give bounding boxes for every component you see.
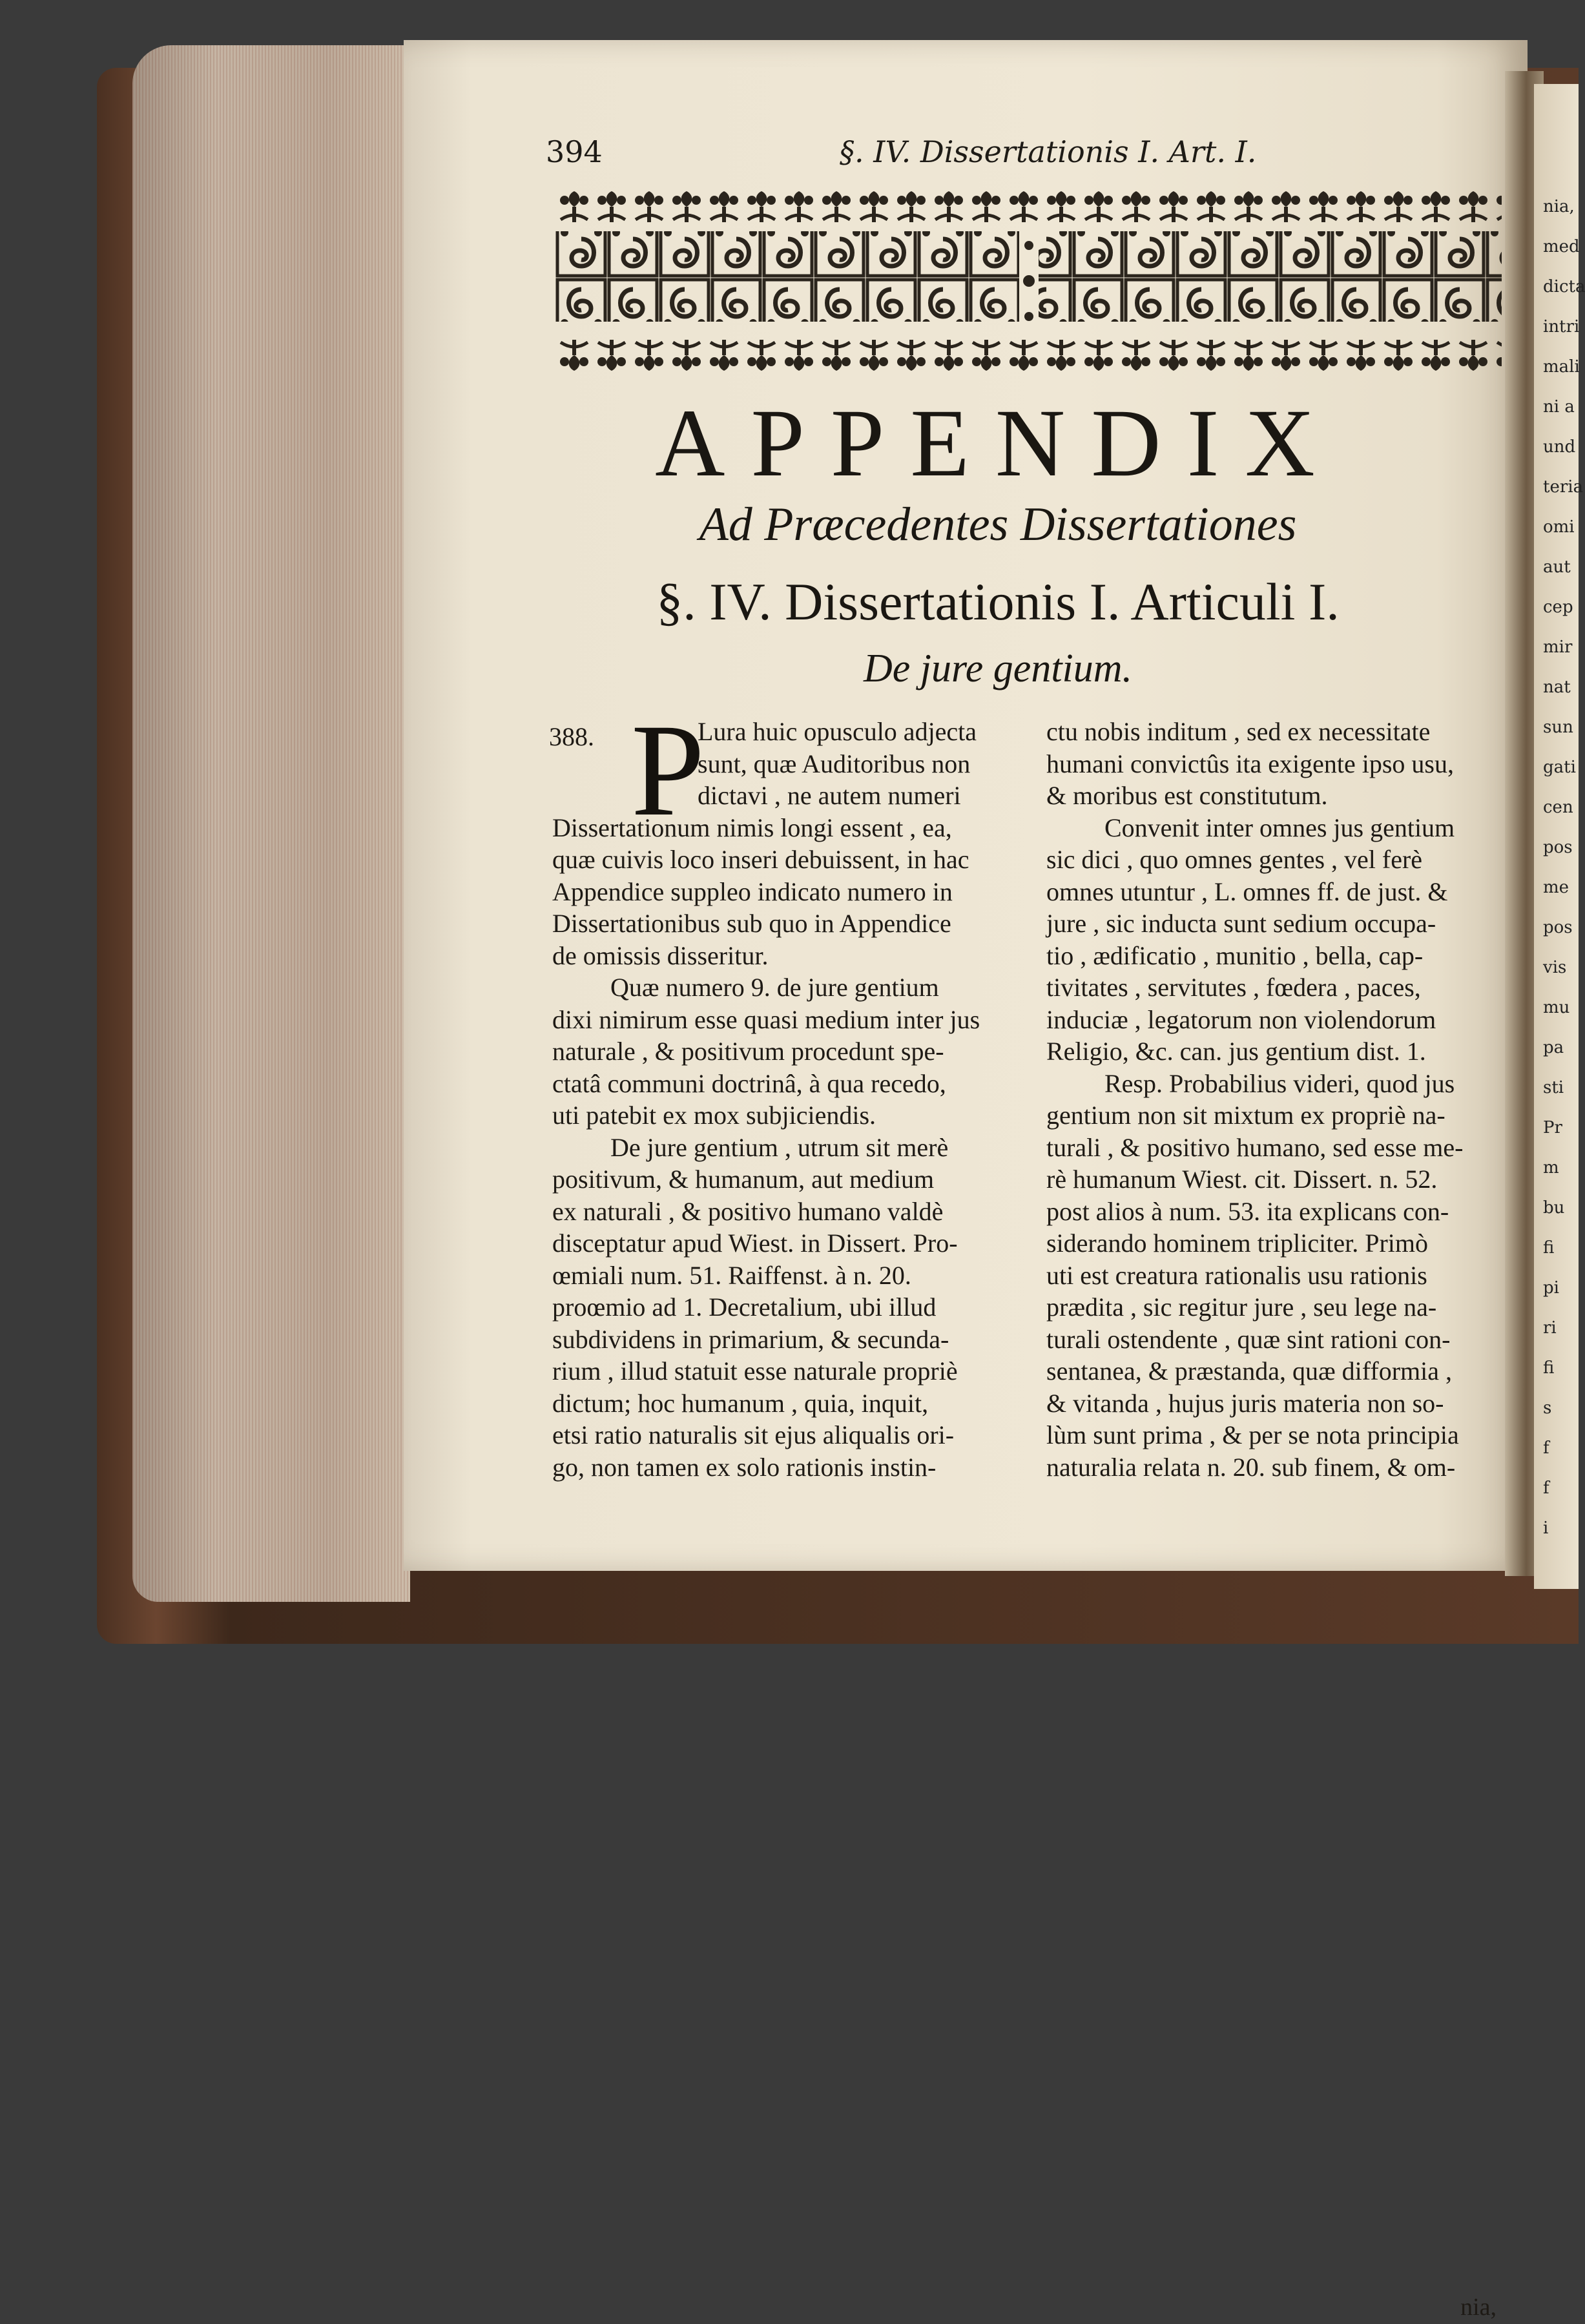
text-line: subdividens in primarium, & secunda- bbox=[552, 1324, 949, 1354]
text-line: dictavi , ne autem numeri bbox=[698, 781, 961, 810]
text-line: proœmio ad 1. Decretalium, ubi illud bbox=[552, 1292, 937, 1322]
text-line: gentium non sit mixtum ex propriè na- bbox=[1046, 1101, 1445, 1130]
text-line: Convenit inter omnes jus gentium bbox=[1104, 813, 1455, 842]
next-page-word-fragment: gati bbox=[1543, 758, 1576, 777]
next-page-word-fragment: ni a bbox=[1543, 397, 1575, 417]
text-line: Quæ numero 9. de jure gentium bbox=[610, 973, 939, 1002]
text-line: uti est creatura rationalis usu rationis bbox=[1046, 1260, 1427, 1290]
text-line: sentanea, & præstanda, quæ difformia , bbox=[1046, 1356, 1453, 1385]
text-line: œmiali num. 51. Raiffenst. à n. 20. bbox=[552, 1260, 911, 1290]
text-line: Appendice suppleo indicato numero in bbox=[552, 877, 953, 906]
text-line: humani convictûs ita exigente ipso usu, bbox=[1046, 749, 1454, 778]
text-line: De jure gentium , utrum sit merè bbox=[610, 1132, 949, 1162]
text-line: lùm sunt prima , & per se nota principia bbox=[1046, 1420, 1459, 1449]
page-number: 394 bbox=[546, 134, 603, 169]
next-page-word-fragment: med bbox=[1543, 237, 1580, 256]
running-title: §. IV. Dissertationis I. Art. I. bbox=[840, 134, 1257, 169]
text-line: tio , ædificatio , munitio , bella, cap- bbox=[1046, 940, 1424, 970]
next-page-word-fragment: bu bbox=[1543, 1198, 1565, 1218]
subheading-section: §. IV. Dissertationis I. Articuli I. bbox=[656, 572, 1340, 631]
right-page-fragment bbox=[1534, 84, 1585, 1589]
appendix-heading: APPENDIX bbox=[655, 389, 1341, 497]
paragraph-number: 388. bbox=[549, 722, 594, 751]
next-page-word-fragment: i bbox=[1543, 1519, 1549, 1538]
next-page-word-fragment: s bbox=[1543, 1398, 1552, 1418]
drop-cap: P bbox=[631, 697, 705, 844]
text-line: induciæ , legatorum non violendorum bbox=[1046, 1004, 1436, 1034]
next-page-word-fragment: me bbox=[1543, 878, 1569, 897]
next-page-word-fragment: nia, bbox=[1543, 197, 1575, 216]
next-page-word-fragment: dicta bbox=[1543, 277, 1585, 296]
right-text-column bbox=[1046, 716, 1502, 2321]
next-page-word-fragment: und bbox=[1543, 437, 1576, 457]
next-page-word-fragment: pos bbox=[1543, 838, 1573, 857]
next-page-word-fragment: teria bbox=[1543, 477, 1584, 497]
text-line: Dissertationibus sub quo in Appendice bbox=[552, 909, 951, 938]
text-line: naturalia relata n. 20. sub finem, & om- bbox=[1046, 1452, 1456, 1482]
next-page-word-fragment: pa bbox=[1543, 1038, 1564, 1057]
text-line: quæ cuivis loco inseri debuissent, in hac bbox=[552, 845, 969, 874]
text-line: siderando hominem tripliciter. Primò bbox=[1046, 1229, 1429, 1258]
next-page-word-fragment: cep bbox=[1543, 597, 1573, 617]
text-line: sic dici , quo omnes gentes , vel ferè bbox=[1046, 845, 1423, 874]
text-line: ex naturali , & positivo humano valdè bbox=[552, 1196, 944, 1226]
next-page-word-fragment: f bbox=[1543, 1478, 1549, 1498]
text-line: Lura huic opusculo adjecta bbox=[698, 717, 977, 746]
next-page-word-fragment: aut bbox=[1543, 557, 1571, 577]
text-line: Dissertationum nimis longi essent , ea, bbox=[552, 813, 952, 842]
text-line: ctu nobis inditum , sed ex necessitate bbox=[1046, 717, 1431, 746]
next-page-word-fragment: ri bbox=[1543, 1318, 1557, 1338]
text-line: go, non tamen ex solo rationis instin- bbox=[552, 1452, 937, 1482]
next-page-word-fragment: fi bbox=[1543, 1238, 1555, 1258]
next-page-word-fragment: sun bbox=[1543, 718, 1573, 737]
text-line: dictum; hoc humanum , quia, inquit, bbox=[552, 1388, 929, 1418]
text-line: rium , illud statuit esse naturale propriè bbox=[552, 1356, 958, 1385]
text-line: turali ostendente , quæ sint rationi con- bbox=[1046, 1324, 1451, 1354]
next-page-word-fragment: pos bbox=[1543, 918, 1573, 937]
left-text-column bbox=[549, 697, 1004, 1483]
text-line: etsi ratio naturalis sit ejus aliqualis ori- bbox=[552, 1420, 955, 1449]
next-page-word-fragment: pi bbox=[1543, 1278, 1559, 1298]
next-page-word-fragment: Pr bbox=[1543, 1118, 1562, 1137]
next-page-word-fragment: intri bbox=[1543, 317, 1580, 337]
text-line: & vitanda , hujus juris materia non so- bbox=[1046, 1388, 1444, 1418]
next-page-word-fragment: sti bbox=[1543, 1078, 1564, 1097]
text-line: Resp. Probabilius videri, quod jus bbox=[1104, 1068, 1455, 1098]
text-line: post alios à num. 53. ita explicans con- bbox=[1046, 1196, 1449, 1226]
text-line: dixi nimirum esse quasi medium inter jus bbox=[552, 1004, 980, 1034]
text-line: naturale , & positivum procedunt spe- bbox=[552, 1037, 944, 1066]
text-line: rè humanum Wiest. cit. Dissert. n. 52. bbox=[1046, 1165, 1438, 1194]
text-line: ctatâ communi doctrinâ, à qua recedo, bbox=[552, 1068, 946, 1098]
text-line: Religio, &c. can. jus gentium dist. 1. bbox=[1046, 1037, 1426, 1066]
text-line: sunt, quæ Auditoribus non bbox=[698, 749, 971, 778]
text-line: omnes utuntur , L. omnes ff. de just. & bbox=[1046, 877, 1448, 906]
text-line: jure , sic inducta sunt sedium occupa- bbox=[1046, 909, 1436, 938]
next-page-word-fragment: mir bbox=[1543, 638, 1573, 657]
page-edges bbox=[132, 45, 410, 1602]
next-page-word-fragment: cen bbox=[1543, 798, 1573, 817]
next-page-word-fragment: omi bbox=[1543, 517, 1575, 537]
catchword: nia, bbox=[1460, 2294, 1497, 2321]
text-line: uti patebit ex mox subjiciendis. bbox=[552, 1101, 876, 1130]
text-line: turali , & positivo humano, sed esse me- bbox=[1046, 1132, 1464, 1162]
subheading-dissertationes: Ad Præcedentes Dissertationes bbox=[699, 498, 1297, 551]
text-line: positivum, & humanum, aut medium bbox=[552, 1165, 935, 1194]
next-page-word-fragment: vis bbox=[1543, 958, 1567, 977]
subheading-topic: De jure gentium. bbox=[863, 647, 1133, 690]
text-line: de omissis disseritur. bbox=[552, 940, 769, 970]
ornament-headpiece-icon bbox=[555, 187, 1502, 375]
next-page-word-fragment: fi bbox=[1543, 1358, 1555, 1378]
next-page-word-fragment: mali bbox=[1543, 357, 1580, 377]
next-page-word-fragment: mu bbox=[1543, 998, 1570, 1017]
text-line: prædita , sic regitur jure , seu lege na- bbox=[1046, 1292, 1437, 1322]
text-line: disceptatur apud Wiest. in Dissert. Pro- bbox=[552, 1229, 958, 1258]
text-line: tivitates , servitutes , fœdera , paces, bbox=[1046, 973, 1421, 1002]
text-line: & moribus est constitutum. bbox=[1046, 781, 1328, 810]
next-page-word-fragment: f bbox=[1543, 1438, 1549, 1458]
next-page-word-fragment: m bbox=[1543, 1158, 1559, 1178]
next-page-word-fragment: nat bbox=[1543, 678, 1571, 697]
